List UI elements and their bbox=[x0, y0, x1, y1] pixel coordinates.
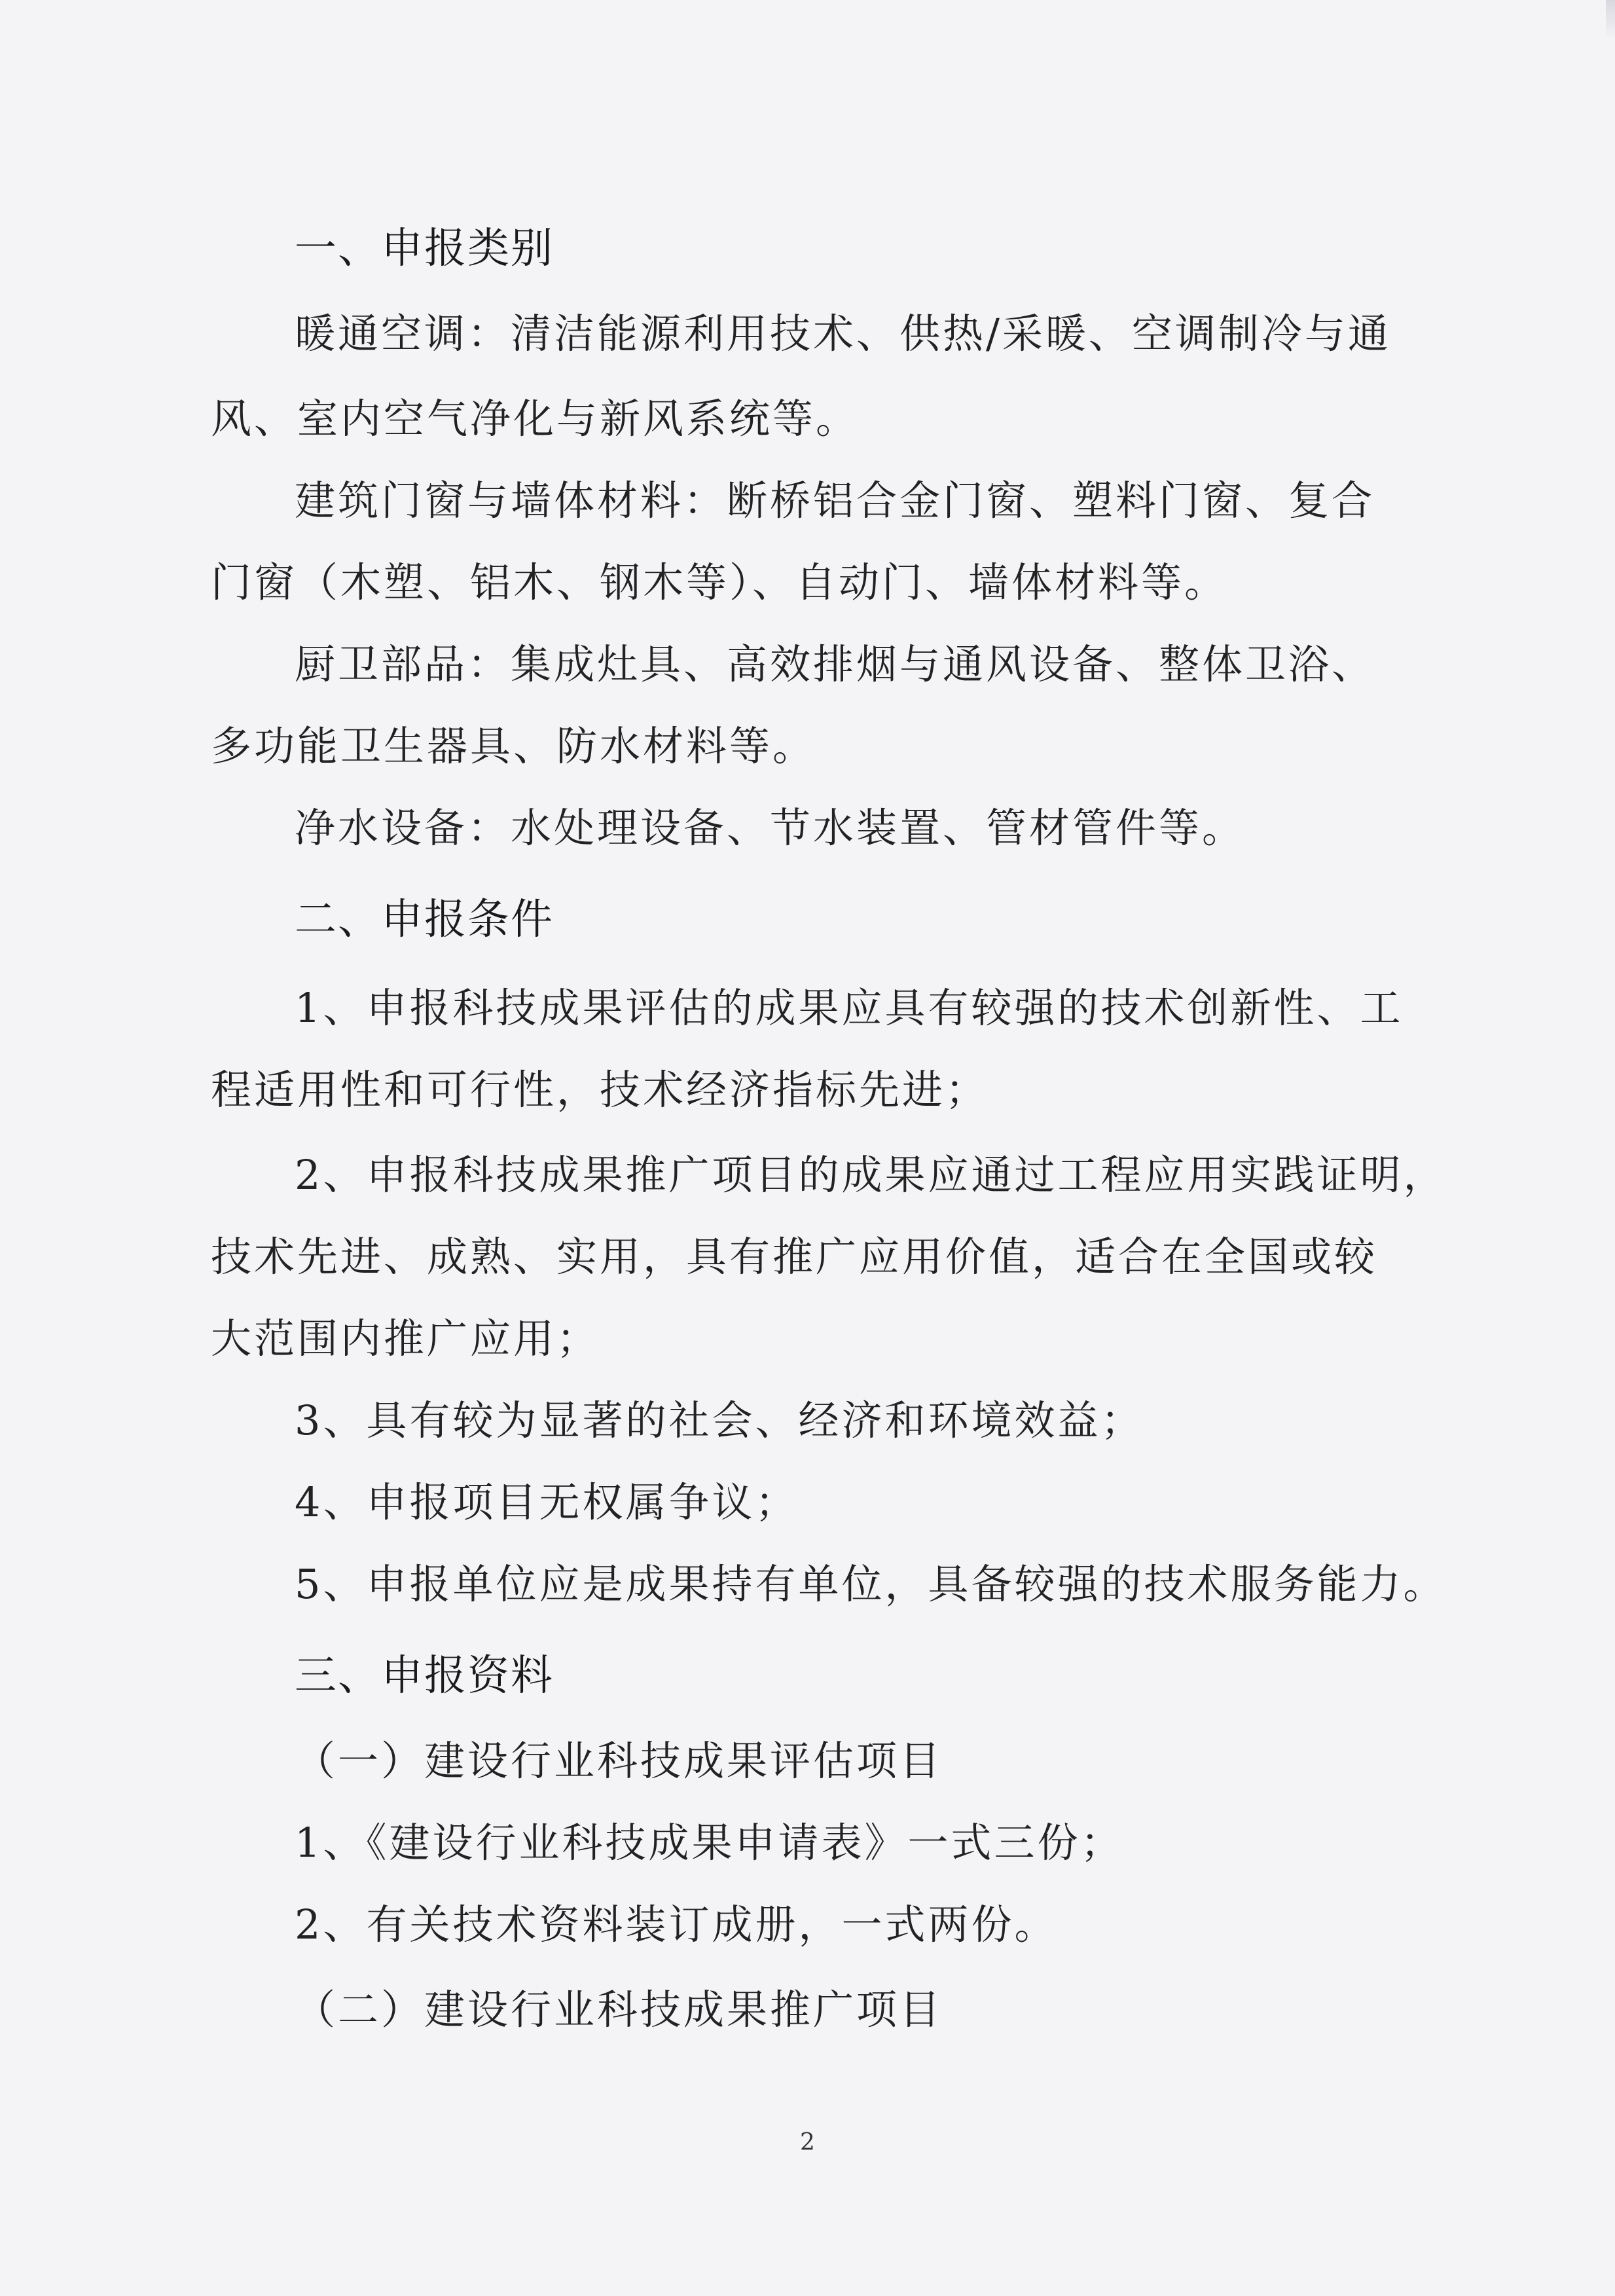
condition-2-line-2: 技术先进、成熟、实用，具有推广应用价值，适合在全国或较 bbox=[211, 1233, 1378, 1281]
paragraph-hvac-line-2: 风、室内空气净化与新风系统等。 bbox=[211, 395, 860, 443]
paragraph-hvac-line-1: 暖通空调：清洁能源利用技术、供热/采暖、空调制冷与通 bbox=[295, 310, 1391, 357]
paragraph-kitchen-line-1: 厨卫部品：集成灶具、高效排烟与通风设备、整体卫浴、 bbox=[295, 640, 1375, 688]
subsection-evaluation: （一）建设行业科技成果评估项目 bbox=[295, 1737, 943, 1785]
page-number: 2 bbox=[800, 2129, 815, 2156]
paragraph-kitchen-line-2: 多功能卫生器具、防水材料等。 bbox=[211, 722, 816, 770]
paragraph-doors-line-1: 建筑门窗与墙体材料：断桥铝合金门窗、塑料门窗、复合 bbox=[295, 477, 1375, 524]
section-heading-conditions: 二、申报条件 bbox=[295, 896, 554, 944]
condition-5: 5、申报单位应是成果持有单位，具备较强的技术服务能力。 bbox=[295, 1560, 1447, 1608]
paragraph-doors-line-2: 门窗（木塑、铝木、钢木等）、自动门、墙体材料等。 bbox=[211, 558, 1228, 606]
condition-1-line-2: 程适用性和可行性，技术经济指标先进； bbox=[211, 1066, 989, 1114]
material-item-1: 1、《建设行业科技成果申请表》一式三份； bbox=[295, 1819, 1124, 1867]
section-heading-materials: 三、申报资料 bbox=[295, 1652, 554, 1700]
material-item-2: 2、有关技术资料装订成册，一式两份。 bbox=[295, 1901, 1058, 1948]
subsection-promotion: （二）建设行业科技成果推广项目 bbox=[295, 1986, 943, 2033]
paragraph-water-line-1: 净水设备：水处理设备、节水装置、管材管件等。 bbox=[295, 804, 1246, 852]
condition-1-line-1: 1、申报科技成果评估的成果应具有较强的技术创新性、工 bbox=[295, 984, 1404, 1032]
section-heading-categories: 一、申报类别 bbox=[295, 225, 554, 273]
scan-edge-mark bbox=[1606, 0, 1615, 39]
condition-2-line-1: 2、申报科技成果推广项目的成果应通过工程应用实践证明， bbox=[295, 1151, 1447, 1199]
condition-2-line-3: 大范围内推广应用； bbox=[211, 1315, 600, 1362]
condition-4: 4、申报项目无权属争议； bbox=[295, 1478, 799, 1526]
condition-3: 3、具有较为显著的社会、经济和环境效益； bbox=[295, 1396, 1144, 1444]
